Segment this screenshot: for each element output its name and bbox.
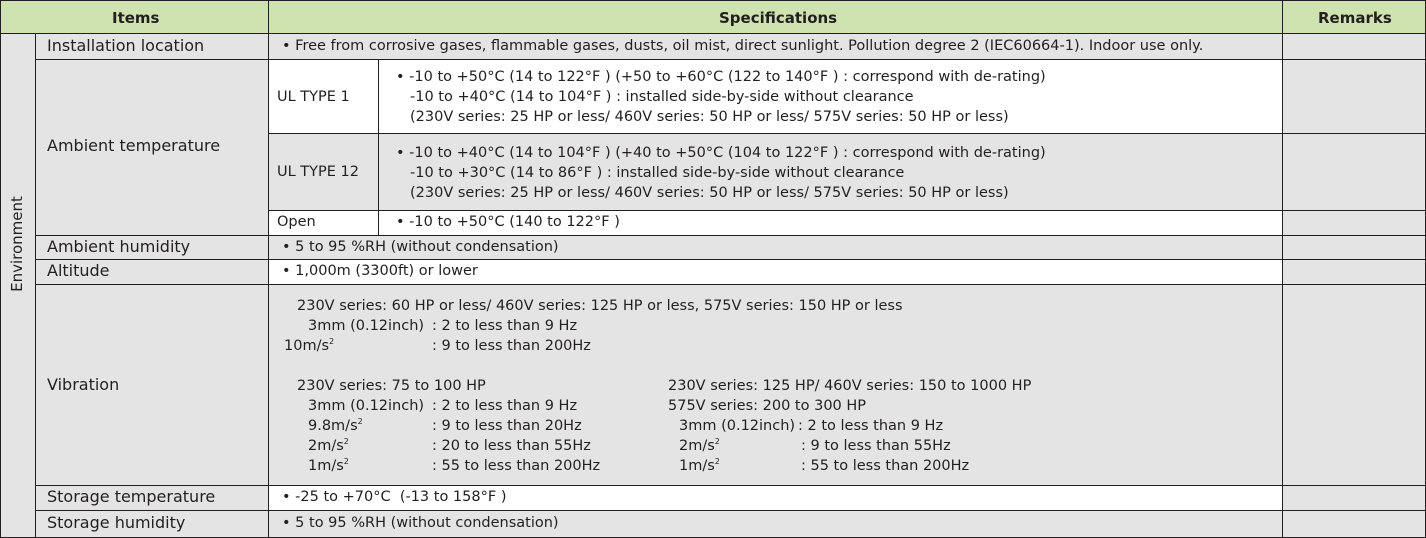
vibration-block-2: 230V series: 75 to 100 HP 3mm (0.12inch) : 2 to less than 9 Hz $9.8m/s^2$ : 9 to less than 20Hz $2m/s^2$ : 20 to less than 55Hz $1m/s^2$ : 55 to less than 200Hz xyxy=(297,378,601,474)
spec-ul-type-1: • -10 to +50°C (14 to 122°F ) (+50 to +60°C (122 to 140°F ) : correspond with de-rating) -10 to +40°C (14 to 104°F ) : installed side-by-side without clearance (230V series: 25 HP or less/ 460V series: 50 HP or less/ 575V series: 50 HP or less) xyxy=(396,69,1046,125)
label-ul-type-12: UL TYPE 12 xyxy=(277,164,359,180)
vibration-block-1: 230V series: 60 HP or less/ 460V series: 125 HP or less, 575V series: 150 HP or less 3mm (0.12inch) : 2 to less than 9 Hz $10m/s^2$ : 9 to less than 200Hz xyxy=(284,298,903,354)
row-line xyxy=(35,235,1426,236)
row-line xyxy=(268,133,1426,134)
item-installation-location: Installation location xyxy=(47,36,205,55)
header-remarks: Remarks xyxy=(1318,9,1392,27)
category-environment: Environment xyxy=(8,196,26,292)
border-left xyxy=(0,0,1,538)
row-line xyxy=(35,510,1426,511)
header-row xyxy=(0,0,1426,34)
item-altitude: Altitude xyxy=(47,261,110,280)
divider-remarks xyxy=(1282,0,1283,538)
bullet: • xyxy=(282,38,291,54)
spec-altitude: • 1,000m (3300ft) or lower xyxy=(282,263,478,279)
vibration-block-3: 230V series: 125 HP/ 460V series: 150 to 1000 HP 575V series: 200 to 300 HP 3mm (0.12inch) : 2 to less than 9 Hz $2m/s^2$ : 9 to less than 55Hz $1m/s^2$ : 55 to less than 200Hz xyxy=(668,378,1032,474)
items-column xyxy=(35,34,268,538)
divider-category xyxy=(35,34,36,538)
spec-ul-type-12: • -10 to +40°C (14 to 104°F ) (+40 to +50°C (104 to 122°F ) : correspond with de-rating) -10 to +30°C (14 to 86°F ) : installed side-by-side without clearance (230V series: 25 HP or less/ 460V series: 50 HP or less/ 575V series: 50 HP or less) xyxy=(396,145,1046,201)
border-header xyxy=(0,33,1426,34)
row-line xyxy=(35,284,1426,285)
bullet: • xyxy=(396,214,405,230)
item-ambient-humidity: Ambient humidity xyxy=(47,237,191,256)
row-line xyxy=(35,485,1426,486)
row-line xyxy=(268,210,1426,211)
label-open: Open xyxy=(277,214,316,230)
spec-ambient-humidity: • 5 to 95 %RH (without condensation) xyxy=(282,239,559,255)
divider-subtype xyxy=(378,59,379,235)
spec-installation-location: • Free from corrosive gases, flammable gases, dusts, oil mist, direct sunlight. Pollution degree 2 (IEC60664-1). Indoor use only. xyxy=(282,38,1204,54)
row-line xyxy=(35,259,1426,260)
spec-open: • -10 to +50°C (140 to 122°F ) xyxy=(396,214,620,230)
spec-storage-temperature: • -25 to +70°C (-13 to 158°F ) xyxy=(282,489,507,505)
bullet: • xyxy=(282,239,291,255)
bullet: • xyxy=(282,489,291,505)
item-ambient-temperature: Ambient temperature xyxy=(47,136,221,155)
divider-items xyxy=(268,0,269,538)
spec-storage-humidity: • 5 to 95 %RH (without condensation) xyxy=(282,515,559,531)
border-top xyxy=(0,0,1426,1)
bullet: • xyxy=(282,263,291,279)
bullet: • xyxy=(282,515,291,531)
remarks-column xyxy=(1282,34,1426,538)
row-line xyxy=(35,59,1426,60)
bullet: • xyxy=(396,145,405,161)
header-items: Items xyxy=(112,9,160,27)
item-storage-temperature: Storage temperature xyxy=(47,487,216,506)
header-specifications: Specifications xyxy=(719,9,838,27)
label-ul-type-1: UL TYPE 1 xyxy=(277,89,350,105)
bullet: • xyxy=(396,69,405,85)
item-storage-humidity: Storage humidity xyxy=(47,513,186,532)
item-vibration: Vibration xyxy=(47,375,120,394)
